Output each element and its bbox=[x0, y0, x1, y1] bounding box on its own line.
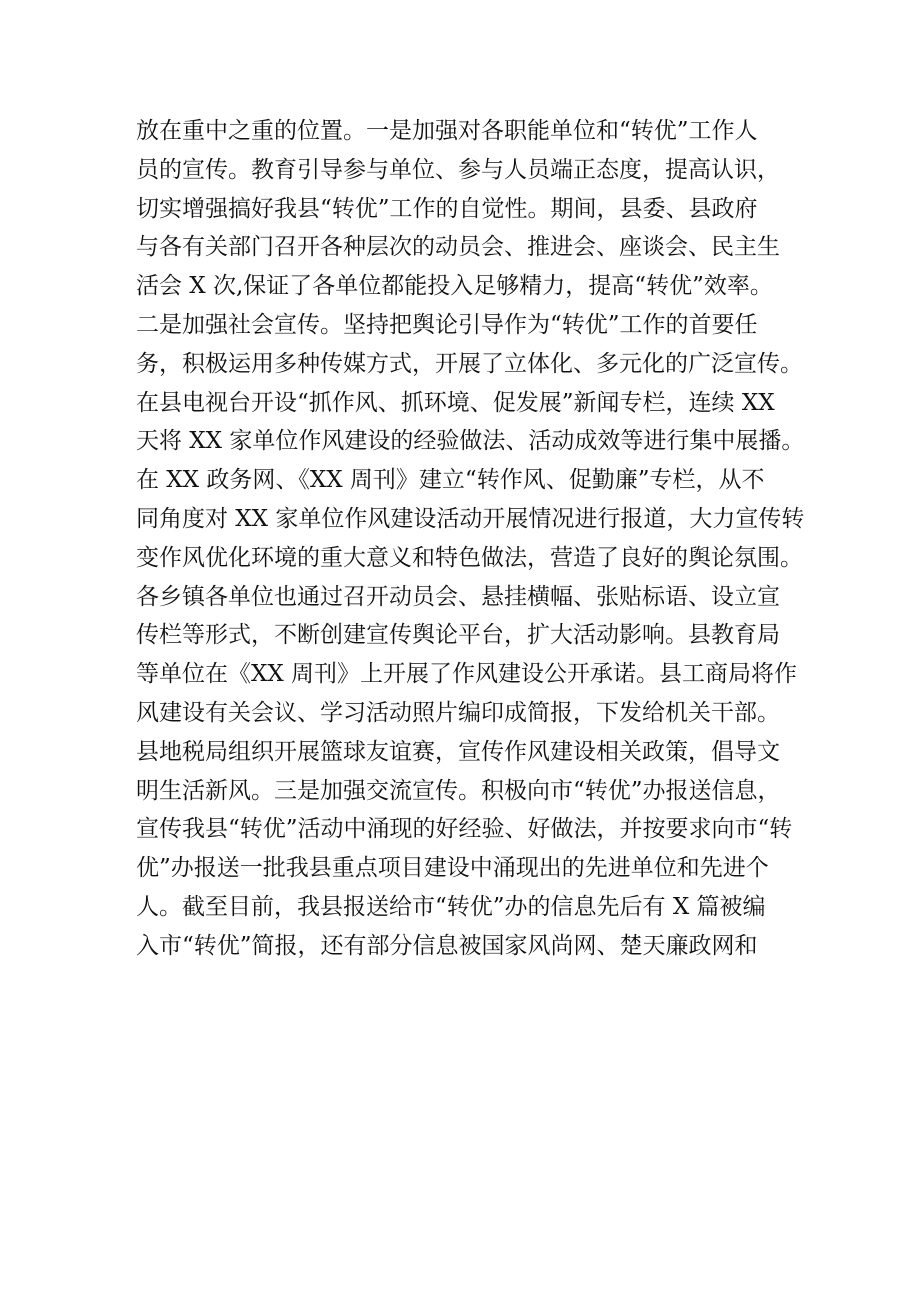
text-line: 明生活新风。三是加强交流宣传。积极向市“转优”办报送信息， bbox=[136, 777, 781, 804]
text-line: 同角度对 XX 家单位作风建设活动开展情况进行报道，大力宣传转 bbox=[136, 505, 805, 532]
text-line: 县地税局组织开展篮球友谊赛，宣传作风建设相关政策，倡导文 bbox=[136, 738, 780, 765]
text-line: 等单位在《XX 周刊》上开展了作风建设公开承诺。县工商局将作 bbox=[136, 661, 798, 688]
text-line: 各乡镇各单位也通过召开动员会、悬挂横幅、张贴标语、设立宣 bbox=[136, 583, 780, 610]
text-line: 与各有关部门召开各种层次的动员会、推进会、座谈会、民主生 bbox=[136, 234, 780, 261]
text-line: 务，积极运用多种传媒方式，开展了立体化、多元化的广泛宣传。 bbox=[136, 350, 803, 377]
text-line: 变作风优化环境的重大意义和特色做法，营造了良好的舆论氛围。 bbox=[136, 544, 803, 571]
text-line: 放在重中之重的位置。一是加强对各职能单位和“转优”工作人 bbox=[136, 118, 758, 144]
text-line: 传栏等形式，不断创建宣传舆论平台，扩大活动影响。县教育局 bbox=[136, 622, 780, 649]
text-line: 活会 X 次,保证了各单位都能投入足够精力，提高“转优”效率。 bbox=[136, 273, 773, 300]
body-text bbox=[136, 112, 826, 966]
text-line: 在县电视台开设“抓作风、抓环境、促发展”新闻专栏，连续 XX bbox=[136, 389, 775, 416]
text-line: 风建设有关会议、学习活动照片编印成简报，下发给机关干部。 bbox=[136, 699, 780, 726]
text-line: 人。截至目前，我县报送给市“转优”办的信息先后有 X 篇被编 bbox=[136, 893, 766, 920]
text-line: 员的宣传。教育引导参与单位、参与人员端正态度，提高认识， bbox=[136, 156, 780, 183]
text-line: 宣传我县“转优”活动中涌现的好经验、好做法，并按要求向市“转 bbox=[136, 816, 793, 843]
text-line: 在 XX 政务网、《XX 周刊》建立“转作风、促勤廉”专栏，从不 bbox=[136, 467, 765, 494]
text-line: 切实增强搞好我县“转优”工作的自觉性。期间，县委、县政府 bbox=[136, 195, 758, 222]
text-line: 二是加强社会宣传。坚持把舆论引导作为“转优”工作的首要任 bbox=[136, 311, 758, 338]
text-line: 优”办报送一批我县重点项目建设中涌现出的先进单位和先进个 bbox=[136, 855, 769, 882]
text-line: 天将 XX 家单位作风建设的经验做法、活动成效等进行集中展播。 bbox=[136, 428, 805, 455]
text-line: 入市“转优”简报，还有部分信息被国家风尚网、楚天廉政网和 bbox=[136, 932, 758, 959]
